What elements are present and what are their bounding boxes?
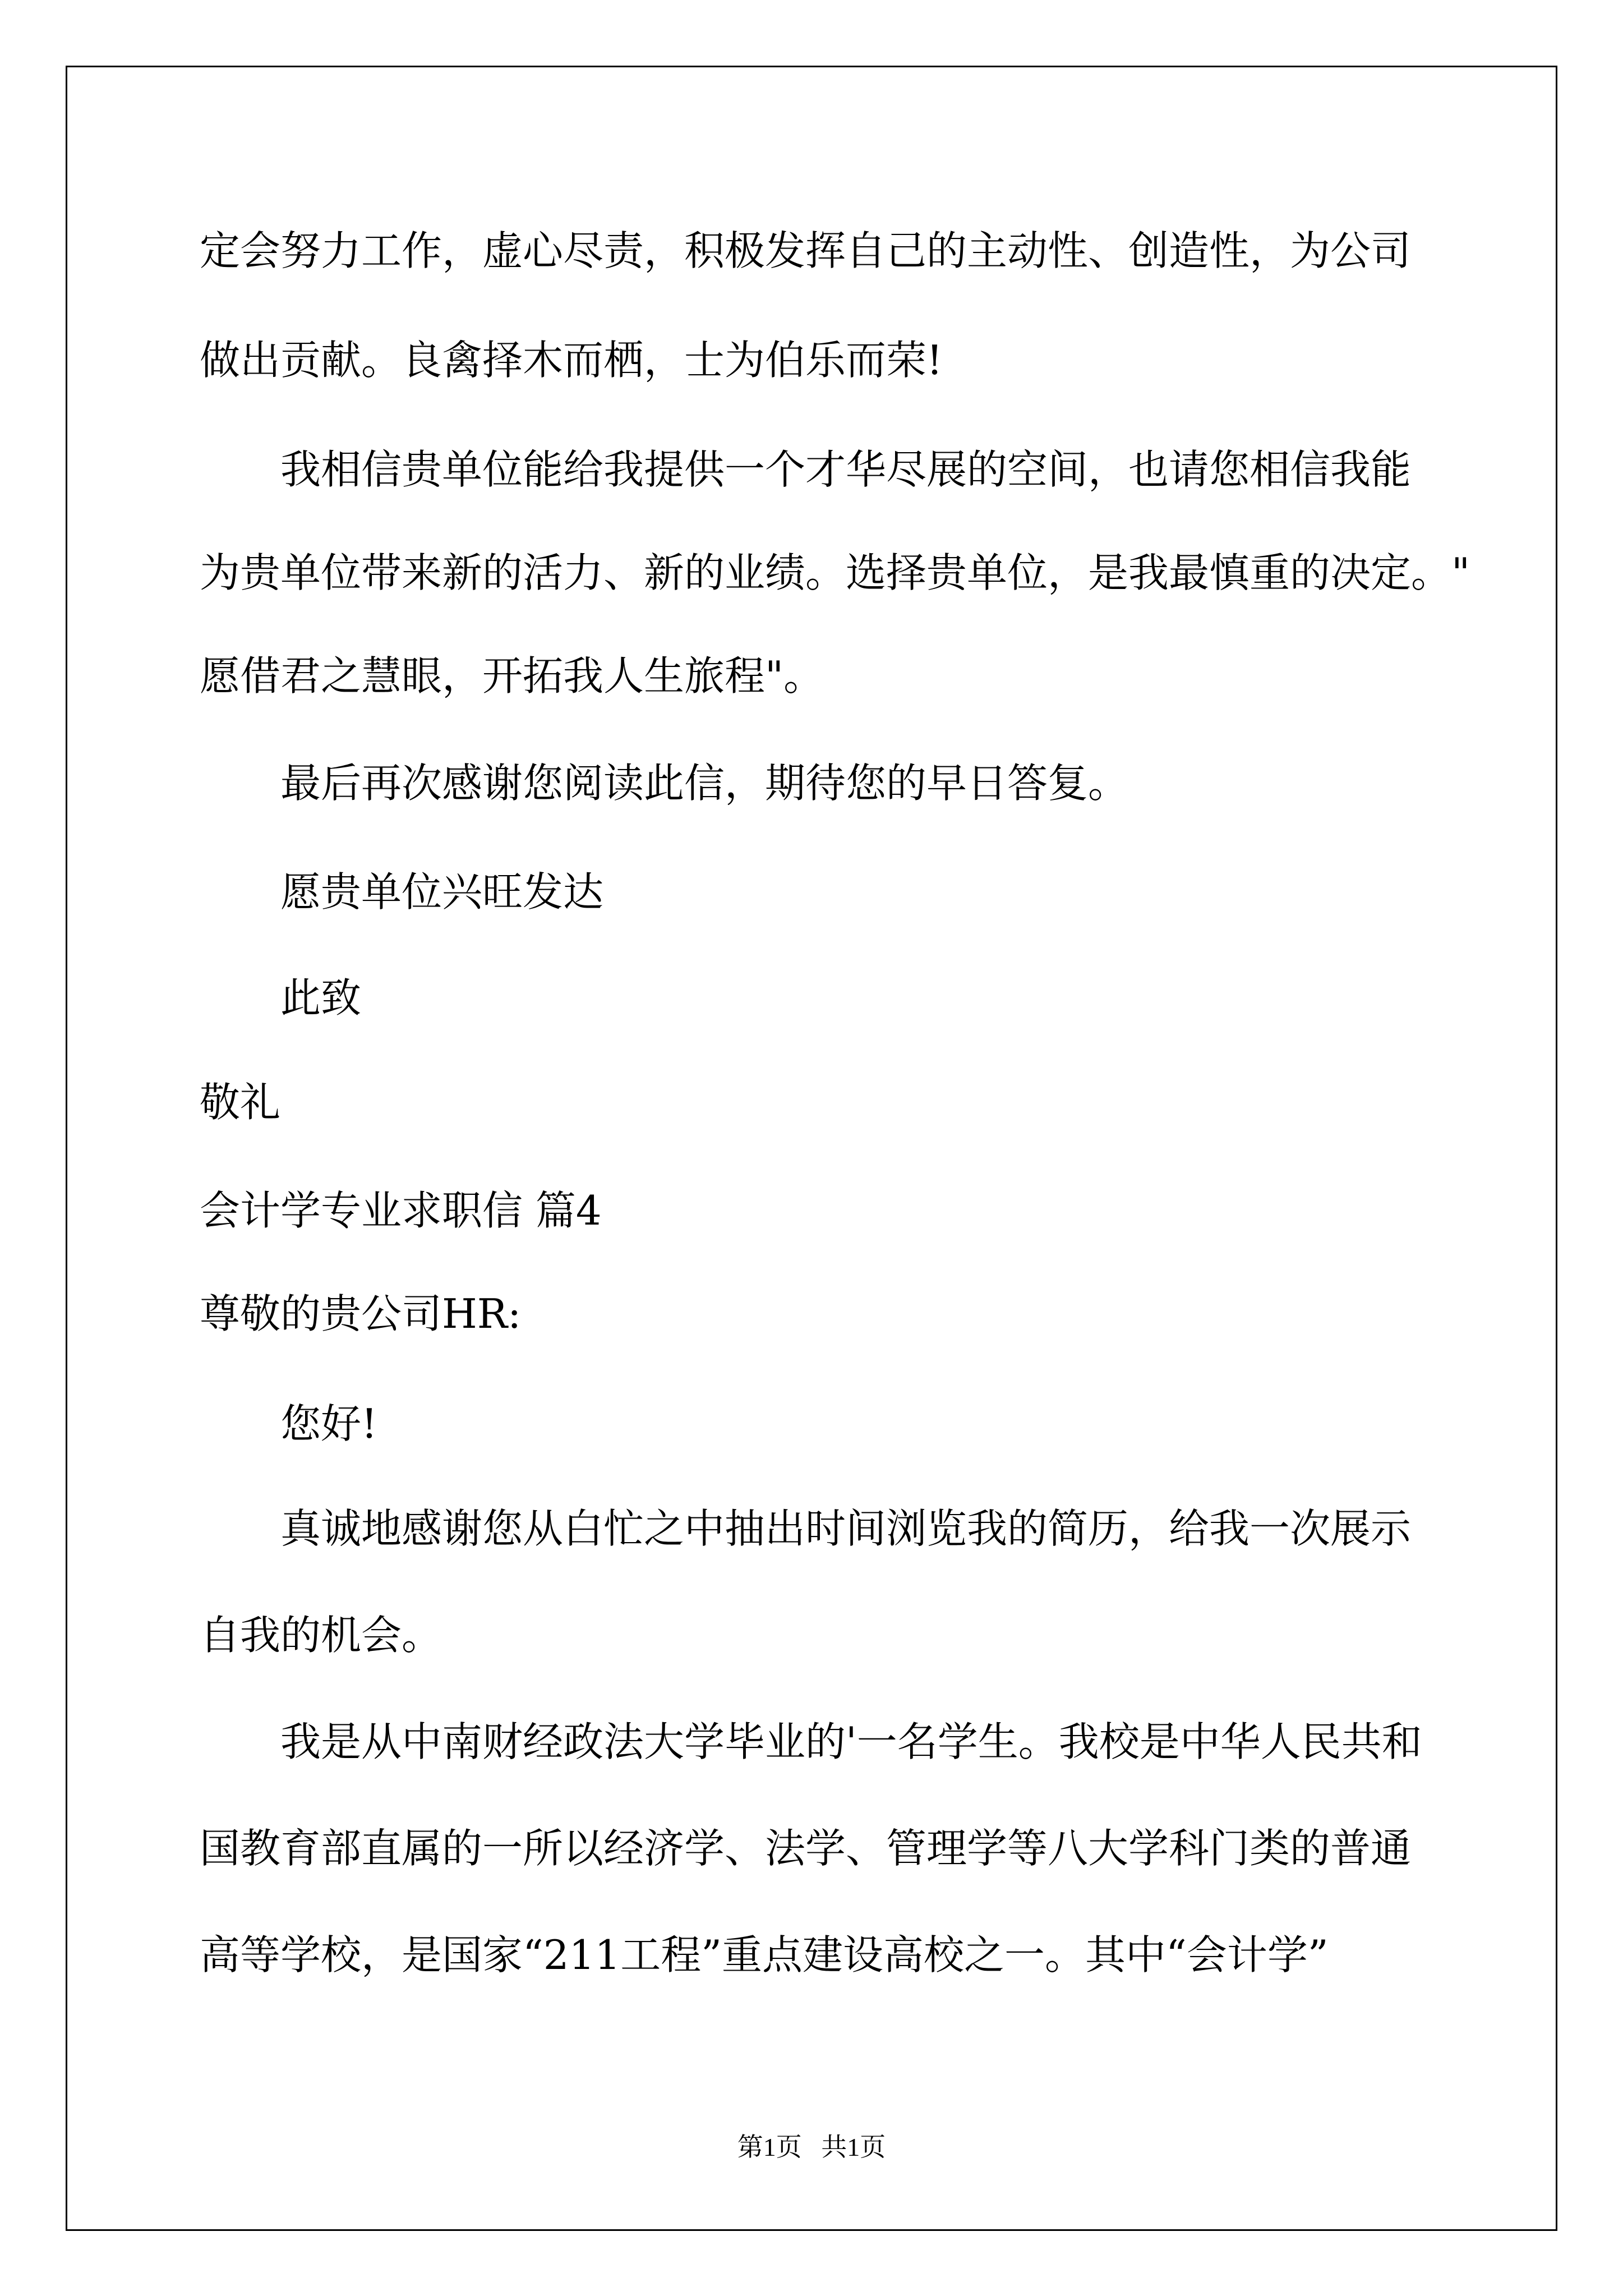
page-border xyxy=(66,66,1557,2231)
body-line: 我相信贵单位能给我提供一个才华尽展的空间，也请您相信我能 xyxy=(280,446,1412,493)
closing-regards: 敬礼 xyxy=(200,1079,281,1126)
body-line: 做出贡献。良禽择木而栖，士为伯乐而荣! xyxy=(200,337,943,384)
greeting-addressee: 尊敬的贵公司HR: xyxy=(200,1290,522,1337)
body-line: 高等学校，是国家“211工程”重点建设高校之一。其中“会计学” xyxy=(200,1931,1329,1978)
section-heading: 会计学专业求职信 篇4 xyxy=(200,1187,602,1234)
body-line: 最后再次感谢您阅读此信，期待您的早日答复。 xyxy=(280,760,1129,807)
greeting: 您好! xyxy=(280,1400,377,1447)
body-line: 为贵单位带来新的活力、新的业绩。选择贵单位，是我最慎重的决定。" xyxy=(200,549,1470,596)
body-line: 愿贵单位兴旺发达 xyxy=(280,868,604,915)
body-line: 定会努力工作，虚心尽责，积极发挥自己的主动性、创造性，为公司 xyxy=(200,227,1412,274)
body-line: 愿借君之慧眼，开拓我人生旅程"。 xyxy=(200,652,824,700)
body-line: 国教育部直属的一所以经济学、法学、管理学等八大学科门类的普通 xyxy=(200,1825,1412,1872)
page-number-footer: 第1页 共1页 xyxy=(737,2133,886,2161)
closing-salutation: 此致 xyxy=(280,974,362,1022)
body-line: 真诚地感谢您从白忙之中抽出时间浏览我的简历，给我一次展示 xyxy=(280,1505,1412,1552)
body-line: 自我的机会。 xyxy=(200,1612,442,1659)
body-line: 我是从中南财经政法大学毕业的'一名学生。我校是中华人民共和 xyxy=(280,1718,1422,1765)
